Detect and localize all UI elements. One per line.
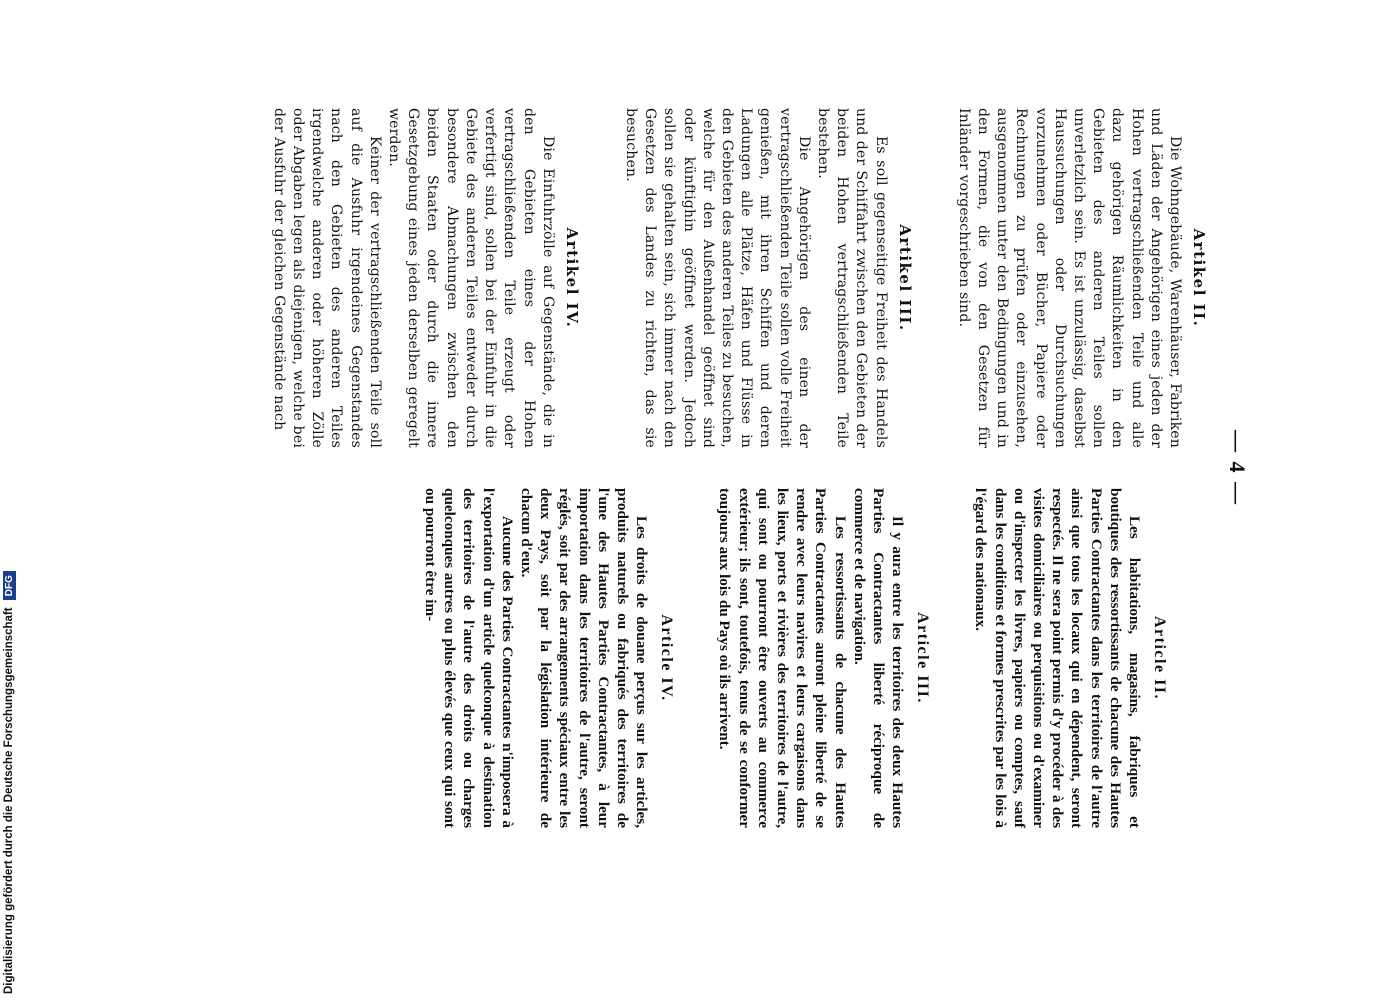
paragraph: Aucune des Parties Contractantes n'imposera à l'exportation d'un article quelconque à destination des territoires de l'autre des droits ou charges quelconques autres ou plus élevés que ceux qui sont ou pourront être im-: [421, 488, 516, 828]
article-heading: Artikel IV.: [562, 227, 581, 329]
article-heading: Article IV.: [658, 614, 676, 702]
article-heading: Artikel III.: [895, 224, 914, 332]
paragraph: Les ressortissants de chacune des Hautes Parties Contractantes auront pleine liberté de se rendre avec leurs navires et leurs cargaisons dans les lieux, ports et rivières des territoires de l'autre, qui sont ou pourront être ouverts au commerce extérieur; ils sont, toutefois, tenus de se conformer toujours aux lois du Pays où ils arrivent.: [716, 488, 849, 828]
footer-credit: Digitalisierung gefördert durch die Deutsche Forschungsgemeinschaft: [3, 607, 15, 994]
paragraph: Les habitations, magasins, fabriques et boutiques des ressortissants de chacune des Hautes Parties Contractantes dans les territoires de l'autre ainsi que tous les locaux qui en dépendent, seront respectés. Il ne sera point permis d'y procéder à des visites domiciliaires ou perquisitions ou d'examiner ou d'inspecter les livres, papiers ou comptes, sauf dans les conditions et formes prescrites par les lois à l'égard des nationaux.: [972, 488, 1143, 828]
page-number: — 4 —: [1225, 430, 1250, 506]
digitization-footer: [0, 0, 30, 1000]
article-4-german: [269, 108, 581, 448]
dfg-logo: DFG: [3, 571, 16, 600]
article-heading: Article II.: [1151, 615, 1168, 701]
article-2-german: [954, 108, 1208, 448]
paragraph: Il y aura entre les territoires des deux Hautes Parties Contractantes liberté réciproque de commerce et de navigation.: [850, 488, 907, 828]
article-3-french: [715, 488, 931, 828]
document-page: [190, 108, 1250, 828]
paragraph: Es soll gegenseitige Freiheit des Handels und der Schiffahrt zwischen den Gebieten der beiden Hohen vertragschließenden Teile bestehen.: [814, 108, 889, 448]
paragraph: Die Angehörigen des einen der vertragschließenden Teile sollen volle Freiheit genießen, mit ihren Schiffen und deren Ladungen alle Plätze, Häfen und Flüsse in den Gebieten des anderen Teiles zu besuchen, welche für den Außenhandel geöffnet sind oder künftighin geöffnet werden. Jedoch sollen sie gehalten sein, sich immer nach den Gesetzen des Landes zu richten, das sie besuchen.: [622, 108, 812, 448]
article-3-german: [621, 108, 914, 448]
article-heading: Artikel II.: [1190, 228, 1208, 328]
article-4-french: [421, 488, 675, 828]
paragraph: Keiner der vertragschließenden Teile soll auf die Ausfuhr irgendeines Gegenstandes nach den Gebieten des anderen Teiles irgendwelche anderen oder höheren Zölle oder Abgaben legen als diejenigen, welche bei der Ausfuhr der gleichen Gegenstände nach: [270, 108, 383, 448]
article-2-french: [971, 488, 1168, 828]
paragraph: Die Wohngebäude, Warenhäuser, Fabriken und Läden der Angehörigen eines jeden der Hohen vertragschließenden Teile und alle dazu gehörigen Räumlichkeiten in den Gebieten des anderen Teiles sollen unverletzlich sein. Es ist unzulässig, daselbst Haussuchungen oder Durchsuchungen vorzunehmen oder Bücher, Papiere oder Rechnungen zu prüfen oder einzusehen, ausgenommen unter den Bedingungen und in den Formen, die von den Gesetzen für Inländer vorgeschrieben sind.: [955, 108, 1183, 448]
paragraph: Les droits de douane perçus sur les articles, produits naturels ou fabriqués des territoires de l'une des Hautes Parties Contractantes, à leur importation dans les territoires de l'autre, seront réglés, soit par des arrangements spéciaux entre les deux Pays, soit par la législation intérieure de chacun d'eux.: [517, 488, 651, 828]
paragraph: Die Einfuhrzölle auf Gegenstände, die in den Gebieten eines der Hohen vertragschließenden Teile erzeugt oder verfertigt sind, sollen bei der Einfuhr in die Gebiete des anderen Teiles entweder durch besondere Abmachungen zwischen den beiden Staaten oder durch die innere Gesetzgebung eines jeden derselben geregelt werden.: [386, 108, 556, 448]
article-heading: Article III.: [914, 612, 932, 704]
